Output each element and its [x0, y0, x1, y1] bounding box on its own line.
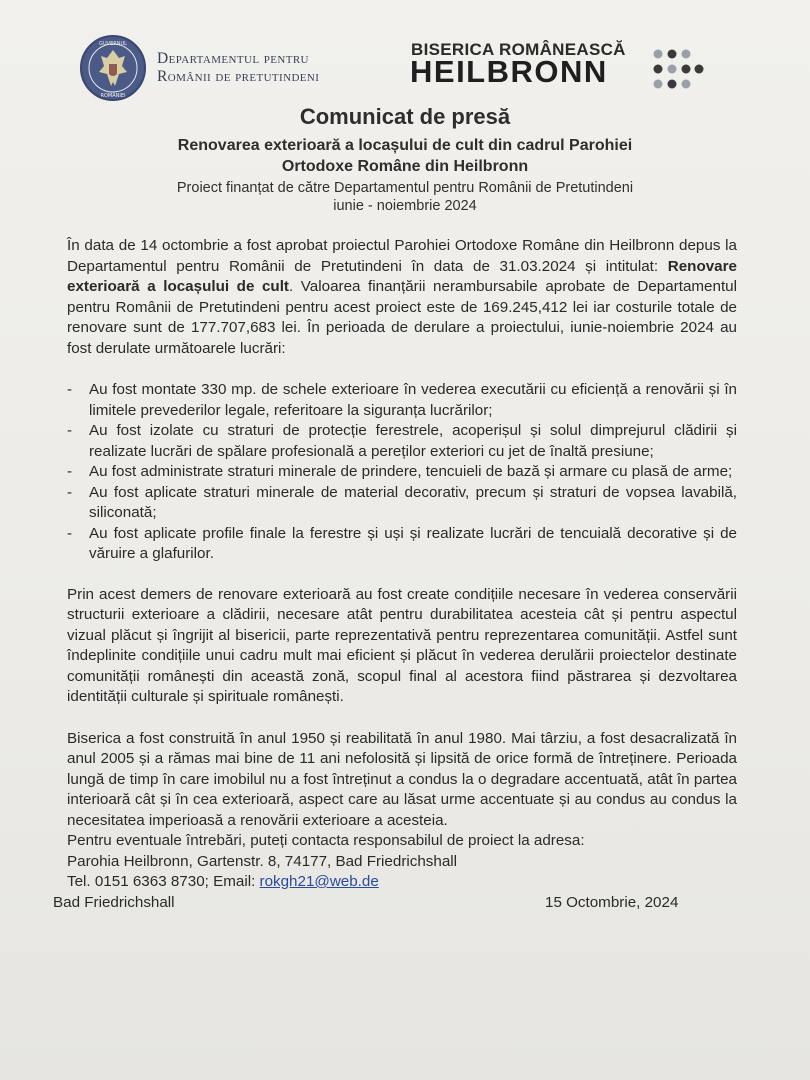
- project-title: Renovare exterioară a locașului de cult: [67, 257, 737, 295]
- church-name-line1: BISERICA ROMÂNEASCĂ: [411, 40, 626, 59]
- intro-part1: În data de 14 octombrie a fost aprobat proiectul Parohiei Ortodoxe Române din Heilbronn depus la Departamentul pentru Românii de Pretutindeni în data de 31.03.2024 și intitulat:: [67, 237, 737, 275]
- project-period: iunie - noiembrie 2024: [333, 198, 477, 214]
- church-logo-dots-icon: [652, 46, 704, 92]
- footer-date: 15 Octombrie, 2024: [545, 893, 679, 911]
- document-body: [53, 236, 737, 913]
- church-name-line2: HEILBRONN: [410, 54, 608, 89]
- subtitle-line1: Renovarea exterioară a locașului de cult din cadrul Parohiei: [177, 137, 633, 154]
- list-item: - Au fost administrate straturi minerale de prindere, tencuieli de bază și armare cu plasă de arme;: [67, 463, 733, 480]
- letterhead: [0, 30, 810, 100]
- intro-paragraph: [67, 236, 737, 359]
- government-seal-icon: [79, 34, 147, 102]
- svg-text:ROMÂNIEI: ROMÂNIEI: [100, 93, 126, 99]
- contact-intro: Pentru eventuale întrebări, puteți contacta responsabilul de proiect la adresa:: [67, 832, 585, 849]
- funding-note: Proiect finanțat de către Departamentul pentru Românii de Pretutindeni: [176, 180, 634, 196]
- svg-text:GUVERNUL: GUVERNUL: [99, 41, 127, 47]
- contact-address: Parohia Heilbronn, Gartenstr. 8, 74177, Bad Friedrichshall: [67, 852, 458, 870]
- list-item: - Au fost montate 330 mp. de schele exterioare în vederea executării cu eficiență a renovării și în limitele prevederilor legale, referitoare la siguranța lucrărilor;: [67, 381, 737, 419]
- department-name: [157, 50, 319, 86]
- subtitle-line2: Ortodoxe Române din Heilbronn: [281, 158, 529, 175]
- contact-phone-email: [67, 872, 737, 893]
- works-list: [67, 380, 737, 565]
- renovation-paragraph: Prin acest demers de renovare exterioară au fost create condițiile necesare în vederea conservării structurii exterioare a clădirii, necesare atât pentru durabilitatea acesteia cât și pentru aspectul vizual plăcut și îngrijit al bisericii, parte reprezentativă pentru reprezentarea comunității. Astfel sunt îndeplinite condițiile unui cadru mult mai eficient și plăcut în vederea derulării proiectelor destinate comunității românești din această zonă, scopul final al acestora fiind păstrarea și dezvoltarea identității culturale și spirituale românești.: [67, 585, 737, 705]
- title-block: [0, 103, 810, 215]
- email-link[interactable]: rokgh21@web.de: [259, 873, 379, 890]
- subtitle: [0, 135, 810, 177]
- department-line1: Departamentul pentru: [157, 50, 309, 67]
- contact-phone: Tel. 0151 6363 8730; Email:: [67, 873, 260, 890]
- department-line2: Românii de pretutindeni: [157, 68, 320, 85]
- list-item: - Au fost aplicate straturi minerale de material decorativ, precum și straturi de vopsea lavabilă, siliconată;: [67, 483, 737, 521]
- intro-part2: . Valoarea finanțării nerambursabile aprobate de Departamentul pentru Românii de Pretutindeni pentru acest proiect este de 169.245,412 lei iar costurile totale de renovare sunt de 177.707,683 lei. În perioada de derulare a proiectului, iunie-noiembrie 2024 au fost derulate următoarele lucrări:: [67, 278, 737, 357]
- history-paragraph: Biserica a fost construită în anul 1950 și reabilitată în anul 1980. Mai târziu, a fost desacralizată în anul 2005 și a rămas mai bine de 11 ani nefolosită și lipsită de orice formă de întreținere. Perioada lungă de timp în care imobilul nu a fost întreținut a condus la o degradare accentuată, atât în partea interioară cât și în cea exterioară, aspect care au lăsat urme accentuate și au condus au condus la necesitatea imperioasă a renovării exterioare a acesteia.: [67, 729, 737, 829]
- signature-row: [53, 893, 737, 913]
- page-title: Comunicat de presă: [299, 104, 511, 129]
- list-item: - Au fost izolate cu straturi de protecție ferestrele, acoperișul și solul dimprejurul clădirii și realizate lucrări de spălare profesională a pereților exteriori cu jet de înaltă presiune;: [67, 422, 737, 460]
- footer-city: Bad Friedrichshall: [53, 893, 175, 911]
- contact-block: [67, 831, 737, 893]
- list-item: - Au fost aplicate profile finale la ferestre și uși și realizate lucrări de tencuială decorative și de văruire a glafurilor.: [67, 524, 737, 562]
